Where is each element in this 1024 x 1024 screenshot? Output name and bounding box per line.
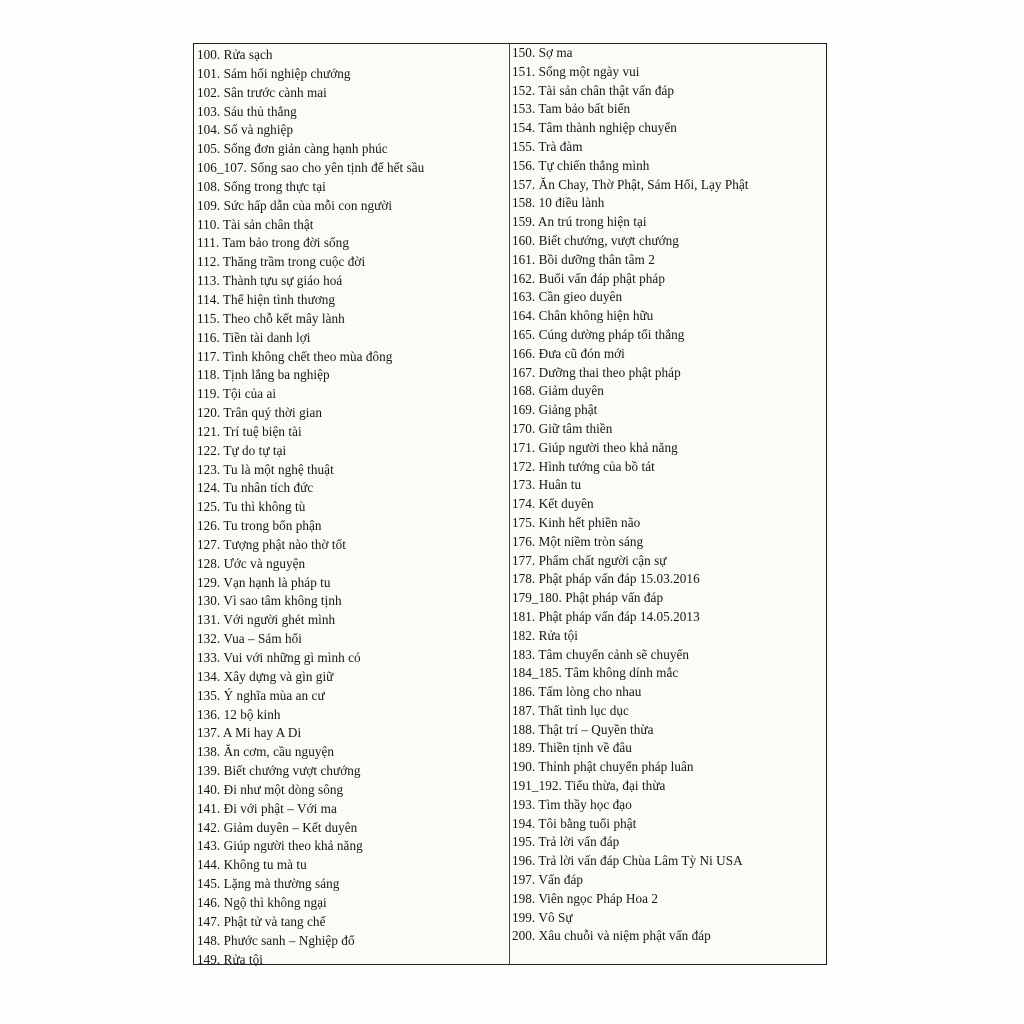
list-item: 145. Lặng mà thường sáng [197,876,340,892]
list-item: 144. Không tu mà tu [197,857,307,873]
list-item: 135. Ý nghĩa mùa an cư [197,687,325,703]
list-item: 112. Thăng trầm trong cuộc đời [197,254,366,270]
list-item: 138. Ăn cơm, cầu nguyện [197,744,335,760]
right-column-list [512,44,822,946]
list-item: 148. Phước sanh – Nghiệp đổ [197,932,355,948]
list-item: 100. Rửa sạch [197,47,273,62]
list-item: 141. Đi với phật – Với ma [197,800,337,816]
list-item: 119. Tội của ai [197,386,277,402]
list-item: 196. Trả lời vấn đáp Chùa Lâm Tỳ Ni USA [512,853,743,869]
column-divider [509,43,510,965]
list-item: 179_180. Phật pháp vấn đáp [512,590,664,606]
list-item: 127. Tượng phật nào thờ tốt [197,536,346,552]
list-item: 101. Sám hối nghiệp chướng [197,65,351,81]
list-item: 140. Đi như một dòng sông [197,781,344,797]
list-item: 105. Sống đơn giản càng hạnh phúc [197,141,388,157]
list-item: 174. Kết duyên [512,496,594,512]
list-item: 194. Tôi bằng tuổi phật [512,815,637,831]
list-item: 147. Phật tử và tang chế [197,913,326,929]
list-item: 199. Vô Sự [512,909,573,925]
list-item: 126. Tu trong bổn phận [197,518,322,534]
list-item: 129. Vạn hạnh là pháp tu [197,574,331,590]
list-item: 151. Sống một ngày vui [512,63,640,79]
list-item: 134. Xây dựng và gìn giữ [197,668,334,684]
list-item: 158. 10 điều lành [512,195,605,211]
list-item: 120. Trân quý thời gian [197,405,322,421]
list-item: 181. Phật pháp vấn đáp 14.05.2013 [512,608,700,624]
list-item: 131. Với người ghét mình [197,612,336,628]
list-item: 197. Vấn đáp [512,872,584,888]
list-item: 155. Trà đàm [512,138,583,154]
list-item: 173. Huân tu [512,477,582,493]
list-item: 149. Rửa tội [197,951,263,967]
list-item: 125. Tu thì không tù [197,499,306,515]
list-item: 153. Tam bảo bất biến [512,101,631,117]
list-item: 142. Giảm duyên – Kết duyên [197,819,358,835]
list-item: 198. Viên ngọc Pháp Hoa 2 [512,890,658,906]
list-item: 161. Bồi dưỡng thân tâm 2 [512,251,655,267]
list-item: 116. Tiền tài danh lợi [197,329,311,345]
list-item: 159. An trú trong hiện tại [512,214,647,230]
list-item: 176. Một niềm tròn sáng [512,533,644,549]
list-item: 137. A Mi hay A Di [197,725,302,741]
list-item: 118. Tịnh lắng ba nghiệp [197,367,330,383]
list-item: 184_185. Tâm không dính mắc [512,665,679,681]
list-item: 187. Thất tình lục dục [512,702,629,718]
list-item: 115. Theo chỗ kết mây lành [197,310,345,326]
list-item: 190. Thỉnh phật chuyển pháp luân [512,759,694,775]
list-item: 111. Tam bảo trong đời sống [197,235,349,251]
list-item: 157. Ăn Chay, Thờ Phật, Sám Hối, Lạy Phật [512,176,749,192]
list-item: 183. Tâm chuyển cảnh sẽ chuyển [512,646,690,662]
list-item: 193. Tìm thầy học đạo [512,796,632,812]
list-item: 123. Tu là một nghệ thuật [197,461,334,477]
list-item: 165. Cúng dường pháp tối thắng [512,326,685,342]
list-item: 177. Phẩm chất người cận sự [512,552,667,568]
list-item: 109. Sức hấp dẫn của mỗi con người [197,197,393,213]
list-item: 182. Rửa tội [512,627,578,643]
list-item: 178. Phật pháp vấn đáp 15.03.2016 [512,571,700,587]
list-item: 156. Tự chiến thắng mình [512,157,650,173]
list-item: 122. Tự do tự tại [197,442,287,458]
list-item: 167. Dưỡng thai theo phật pháp [512,364,681,380]
list-item: 113. Thành tựu sự giáo hoá [197,273,343,289]
list-item: 160. Biết chướng, vượt chướng [512,232,679,248]
list-item: 163. Cần gieo duyên [512,289,623,305]
list-item: 172. Hình tướng của bồ tát [512,458,655,474]
list-item: 128. Ước và nguyện [197,555,306,571]
list-item: 104. Số và nghiệp [197,122,294,138]
list-item: 195. Trả lời vấn đáp [512,834,620,850]
list-item: 170. Giữ tâm thiền [512,420,613,436]
list-item: 166. Đưa cũ đón mới [512,345,625,361]
list-item: 164. Chân không hiện hữu [512,308,654,324]
list-item: 139. Biết chướng vượt chướng [197,763,361,779]
list-item: 133. Vui với những gì mình có [197,650,361,665]
list-item: 171. Giúp người theo khả năng [512,439,678,455]
left-column-list [197,46,502,969]
list-item: 146. Ngộ thì không ngại [197,894,327,910]
list-item: 186. Tấm lòng cho nhau [512,684,642,700]
list-item: 175. Kinh hết phiền não [512,514,641,530]
list-item: 121. Trí tuệ biện tài [197,423,302,439]
list-item: 110. Tài sản chân thật [197,216,314,232]
list-item: 150. Sợ ma [512,45,573,60]
list-item: 132. Vua – Sám hối [197,631,302,647]
list-item: 114. Thể hiện tình thương [197,291,336,307]
list-item: 130. Vì sao tâm không tịnh [197,593,342,609]
list-item: 162. Buổi vấn đáp phật pháp [512,270,665,286]
list-item: 169. Giảng phật [512,402,598,418]
list-item: 108. Sống trong thực tại [197,178,326,194]
list-item: 152. Tài sản chân thật vấn đáp [512,82,675,98]
list-item: 188. Thật trí – Quyền thừa [512,721,654,737]
list-item: 106_107. Sống sao cho yên tịnh để hết sầu [197,160,425,176]
list-item: 124. Tu nhân tích đức [197,480,314,496]
list-item: 168. Giảm duyên [512,383,604,399]
list-item: 117. Tình không chết theo mùa đông [197,348,393,364]
list-item: 103. Sáu thủ thắng [197,103,297,119]
list-item: 154. Tâm thành nghiệp chuyển [512,120,677,136]
list-item: 143. Giúp người theo khả năng [197,838,363,854]
list-item: 191_192. Tiểu thừa, đại thừa [512,778,666,794]
list-item: 136. 12 bộ kinh [197,706,281,722]
list-item: 102. Sân trước cành mai [197,84,327,100]
list-item: 200. Xâu chuỗi và niệm phật vấn đáp [512,928,711,944]
list-item: 189. Thiền tịnh về đâu [512,740,632,756]
